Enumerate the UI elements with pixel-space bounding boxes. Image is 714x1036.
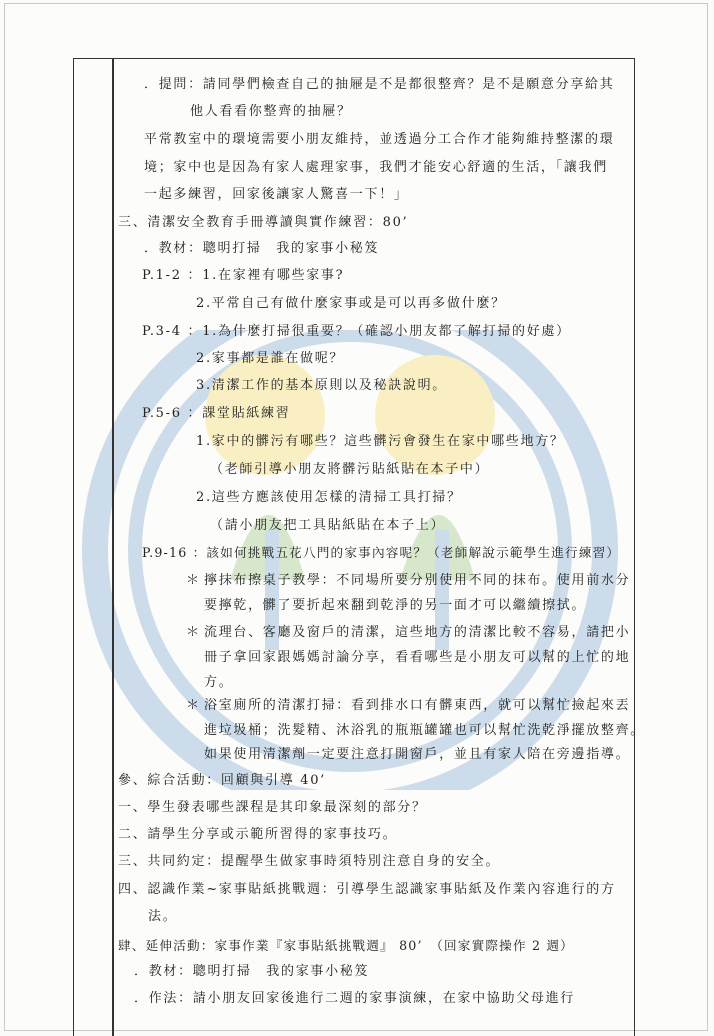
text-line: 三、共同約定：提醒學生做家事時須特別注意自身的安全。 [118, 854, 501, 869]
text-line: 擰抹布擦桌子教學：不同場所要分別使用不同的抹布。使用前水分 [204, 573, 631, 588]
text-line: 方。 [204, 675, 234, 690]
text-line: 法。 [148, 909, 178, 924]
text-line: （請小朋友把工具貼紙貼在本子上） [210, 518, 446, 533]
text-line: ．作法：請小朋友回家後進行二週的家事演練，在家中協助父母進行 [134, 991, 576, 1006]
text-line: 境；家中也是因為有家人處理家事，我們才能安心舒適的生活，「讓我們 [144, 160, 608, 175]
text-line: ．教材：聰明打掃 我的家事小秘笈 [134, 964, 370, 979]
text-line: 冊子拿回家跟媽媽討論分享，看看哪些是小朋友可以幫的上忙的地 [204, 650, 631, 665]
section-heading: 肆、延伸活動：家事作業『家事貼紙挑戰週』 80’ （回家實際操作 2 週） [118, 938, 574, 953]
text-line: P.3-4 ：1.為什麼打掃很重要？（確認小朋友都了解打掃的好處） [142, 324, 571, 339]
text-line: 平常教室中的環境需要小朋友維持，並透過分工合作才能夠維持整潔的環 [144, 132, 615, 147]
text-line: 2.平常自己有做什麼家事或是可以再多做什麼？ [196, 296, 506, 311]
text-line: 2.這些方應該使用怎樣的清掃工具打掃？ [196, 490, 462, 505]
text-line: 2.家事都是誰在做呢？ [196, 351, 345, 366]
text-line: 浴室廁所的清潔打掃：看到排水口有髒東西，就可以幫忙撿起來丟 [204, 698, 631, 713]
bullet-mark: ＊ [186, 573, 201, 588]
text-line: 進垃圾桶；洗髮精、沐浴乳的瓶瓶罐罐也可以幫忙洗乾淨擺放整齊。 [204, 723, 646, 738]
bullet-mark: ＊ [186, 698, 201, 713]
text-line: 如果使用清潔劑一定要注意打開窗戶，並且有家人陪在旁邊指導。 [204, 747, 631, 762]
text-line: 一、學生發表哪些課程是其印象最深刻的部分？ [118, 800, 427, 815]
text-line: （老師引導小朋友將髒污貼紙貼在本子中） [210, 462, 490, 477]
text-line: 1.家中的髒污有哪些？這些髒污會發生在家中哪些地方？ [196, 434, 565, 449]
text-line: P.1-2 ：1.在家裡有哪些家事? [142, 268, 345, 283]
bullet-mark: ＊ [186, 625, 201, 640]
text-line: 流理台、客廳及窗戶的清潔，這些地方的清潔比較不容易，請把小 [204, 625, 631, 640]
section-heading: 三、清潔安全教育手冊導讀與實作練習：80’ [118, 215, 409, 230]
text-line: ．教材：聰明打掃 我的家事小秘笈 [144, 241, 380, 256]
text-line: 要擰乾，髒了要折起來翻到乾淨的另一面才可以繼續擦拭。 [204, 598, 587, 613]
section-heading: 參、綜合活動：回顧與引導 40’ [118, 773, 327, 788]
text-line: P.9-16 ：該如何挑戰五花八門的家事內容呢？（老師解說示範學生進行練習） [142, 545, 621, 560]
table-inner-border [112, 58, 114, 1036]
text-line: 3.清潔工作的基本原則以及秘訣說明。 [196, 378, 448, 393]
text-line: 二、請學生分享或示範所習得的家事技巧。 [118, 827, 398, 842]
text-line: 一起多練習，回家後讓家人驚喜一下！」 [144, 187, 409, 202]
text-line: P.5-6 ：課堂貼紙練習 [142, 406, 291, 421]
text-line: ．提問：請同學們檢查自己的抽屜是不是都很整齊？是不是願意分享給其 [144, 77, 615, 92]
text-line: 四、認識作業~家事貼紙挑戰週：引導學生認識家事貼紙及作業內容進行的方 [118, 882, 616, 897]
text-line: 他人看看你整齊的抽屜？ [190, 104, 352, 119]
